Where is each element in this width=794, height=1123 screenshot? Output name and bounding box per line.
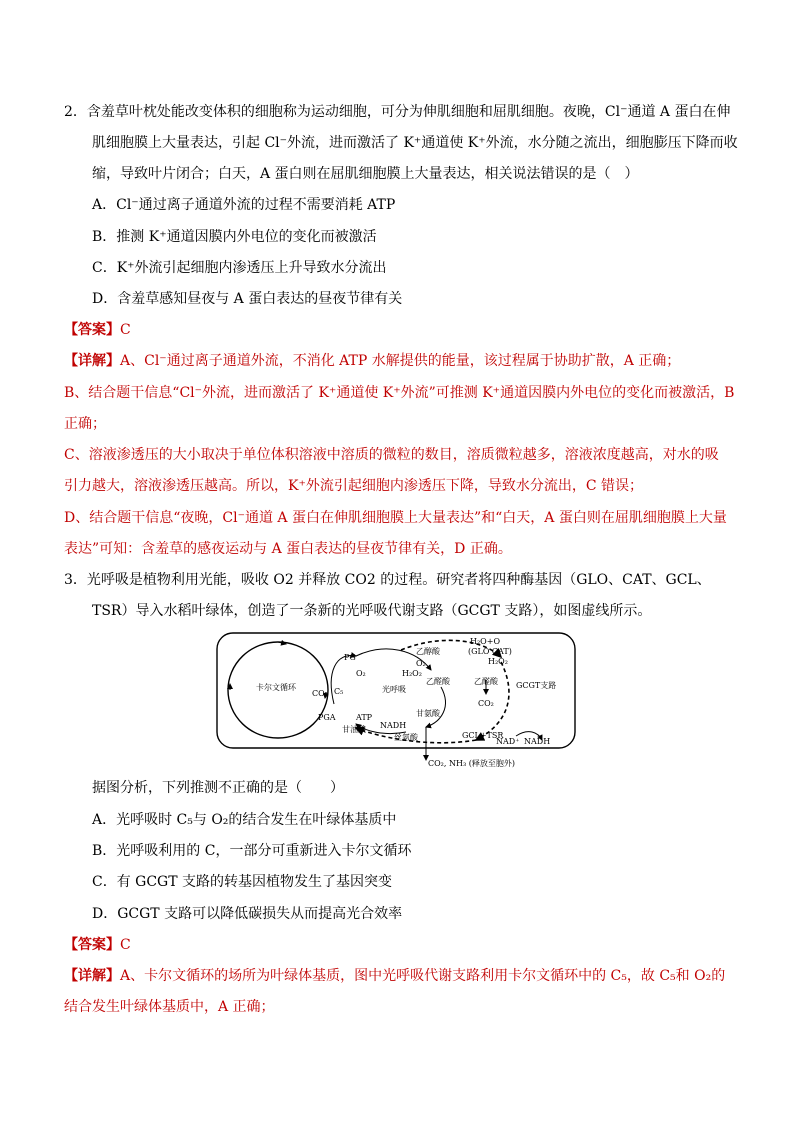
label-h2o2-top: H₂O₂ — [488, 657, 508, 666]
label-serine: 丝氨酸 — [394, 733, 418, 742]
q3-answer-value: C — [120, 937, 131, 953]
q2-detail-2: B、结合题干信息“Cl⁻外流，进而激活了 K⁺通道使 K⁺外流”可推测 K⁺通道因膜内外电位的变化而被激活，B — [64, 385, 735, 401]
label-glo-cat: (GLO CAT) — [468, 647, 512, 656]
q2-answer — [64, 320, 131, 340]
label-atp: ATP — [356, 713, 373, 722]
q2-stem-line-1: 2．含羞草叶枕处能改变体积的细胞称为运动细胞，可分为伸肌细胞和屈肌细胞。夜晚，Cl⁻通道 A 蛋白在伸 — [64, 104, 731, 120]
q2-detail-text-1: A、Cl⁻通过离子通道外流，不消化 ATP 水解提供的能量，该过程属于协助扩散，A 正确； — [120, 353, 681, 369]
q2-stem-line-2: 肌细胞膜上大量表达，引起 Cl⁻外流，进而激活了 K⁺通道使 K⁺外流，水分随之流出，细胞膨压下降而收 — [92, 135, 738, 151]
q2-detail-3: 正确； — [64, 416, 106, 432]
q3-detail-text-1: A、卡尔文循环的场所为叶绿体基质，图中光呼吸代谢支路利用卡尔文循环中的 C₅，故 C₅和 O₂的 — [120, 968, 726, 984]
label-gcgt-branch: GCGT支路 — [516, 681, 557, 690]
q3-option-c: C．有 GCGT 支路的转基因植物发生了基因突变 — [92, 874, 393, 890]
label-glycerate: 甘油酸 — [342, 725, 366, 734]
label-glyoxylate-2: 乙醛酸 — [474, 677, 498, 686]
label-h2o-o: H₂O+O — [470, 637, 501, 646]
q2-stem-line-3: 缩，导致叶片闭合；白天，A 蛋白则在屈肌细胞膜上大量表达，相关说法错误的是（ ） — [92, 166, 639, 182]
q2-option-b: B．推测 K⁺通道因膜内外电位的变化而被激活 — [92, 229, 377, 245]
q2-detail-label: 【详解】 — [64, 353, 120, 369]
photorespiration-diagram — [216, 632, 576, 772]
label-nadh-right: NADH — [524, 737, 551, 746]
label-pga: PGA — [318, 713, 336, 722]
q3-answer — [64, 935, 131, 955]
label-c5: C₅ — [334, 687, 344, 696]
diagram-svg — [216, 632, 576, 772]
label-o2-left: O₂ — [356, 669, 366, 678]
q2-detail-4: C、溶液渗透压的大小取决于单位体积溶液中溶质的微粒的数目，溶质微粒越多，溶液浓度越高，对水的吸 — [64, 447, 719, 463]
label-h2o2: H₂O₂ — [402, 669, 422, 678]
q3-stem-line-1: 3．光呼吸是植物利用光能，吸收 O2 并释放 CO2 的过程。研究者将四种酶基因（GLO、CAT、GCL、 — [64, 572, 711, 588]
label-co2-right: CO₂ — [478, 699, 494, 708]
label-o2-glycolate: O₂ — [416, 659, 426, 668]
q3-detail-label: 【详解】 — [64, 968, 120, 984]
q3-option-a: A．光呼吸时 C₅与 O₂的结合发生在叶绿体基质中 — [92, 812, 397, 828]
q2-detail-7: 表达”可知：含羞草的感夜运动与 A 蛋白表达的昼夜节律有关，D 正确。 — [64, 541, 512, 557]
label-glyoxylate-1: 乙醛酸 — [426, 677, 450, 686]
q3-option-b: B．光呼吸利用的 C，一部分可重新进入卡尔文循环 — [92, 843, 412, 859]
label-glycolate: 乙醇酸 — [416, 647, 440, 656]
q3-option-d: D．GCGT 支路可以降低碳损失从而提高光合效率 — [92, 906, 403, 922]
q2-detail-6: D、结合题干信息“夜晚，Cl⁻通道 A 蛋白在伸肌细胞膜上大量表达”和“白天，A 蛋白则在屈肌细胞膜上大量 — [64, 510, 727, 526]
label-photorespiration: 光呼吸 — [382, 685, 406, 694]
q3-detail-1 — [64, 966, 725, 986]
q2-option-d: D．含羞草感知昼夜与 A 蛋白表达的昼夜节律有关 — [92, 291, 403, 307]
q2-option-a: A．Cl⁻通过离子通道外流的过程不需要消耗 ATP — [92, 197, 396, 213]
label-co2-left: CO₂ — [312, 689, 328, 698]
label-nad-plus: NAD⁺ — [496, 737, 520, 746]
q3-detail-2: 结合发生叶绿体基质中，A 正确； — [64, 999, 275, 1015]
q2-detail-5: 引力越大，溶液渗透压越高。所以，K⁺外流引起细胞内渗透压下降，导致水分流出，C 错误； — [64, 478, 644, 494]
q2-answer-value: C — [120, 322, 131, 338]
q2-option-c: C．K⁺外流引起细胞内渗透压上升导致水分流出 — [92, 260, 387, 276]
calvin-cycle-label: 卡尔文循环 — [256, 683, 296, 692]
label-glycine: 甘氨酸 — [416, 709, 440, 718]
q2-answer-label: 【答案】 — [64, 322, 120, 338]
label-nadh-left: NADH — [380, 721, 407, 730]
q3-answer-label: 【答案】 — [64, 937, 120, 953]
q3-prompt: 据图分析，下列推测不正确的是（ ） — [92, 780, 344, 796]
q3-stem-line-2: TSR）导入水稻叶绿体，创造了一条新的光呼吸代谢支路（GCGT 支路），如图虚线所示。 — [92, 603, 652, 619]
q2-detail-1 — [64, 351, 680, 371]
label-pg: PG — [344, 653, 356, 662]
label-gcl-tsr: GCL+TSR — [462, 731, 504, 740]
label-release: CO₂, NH₃ (释放至胞外) — [428, 759, 515, 768]
